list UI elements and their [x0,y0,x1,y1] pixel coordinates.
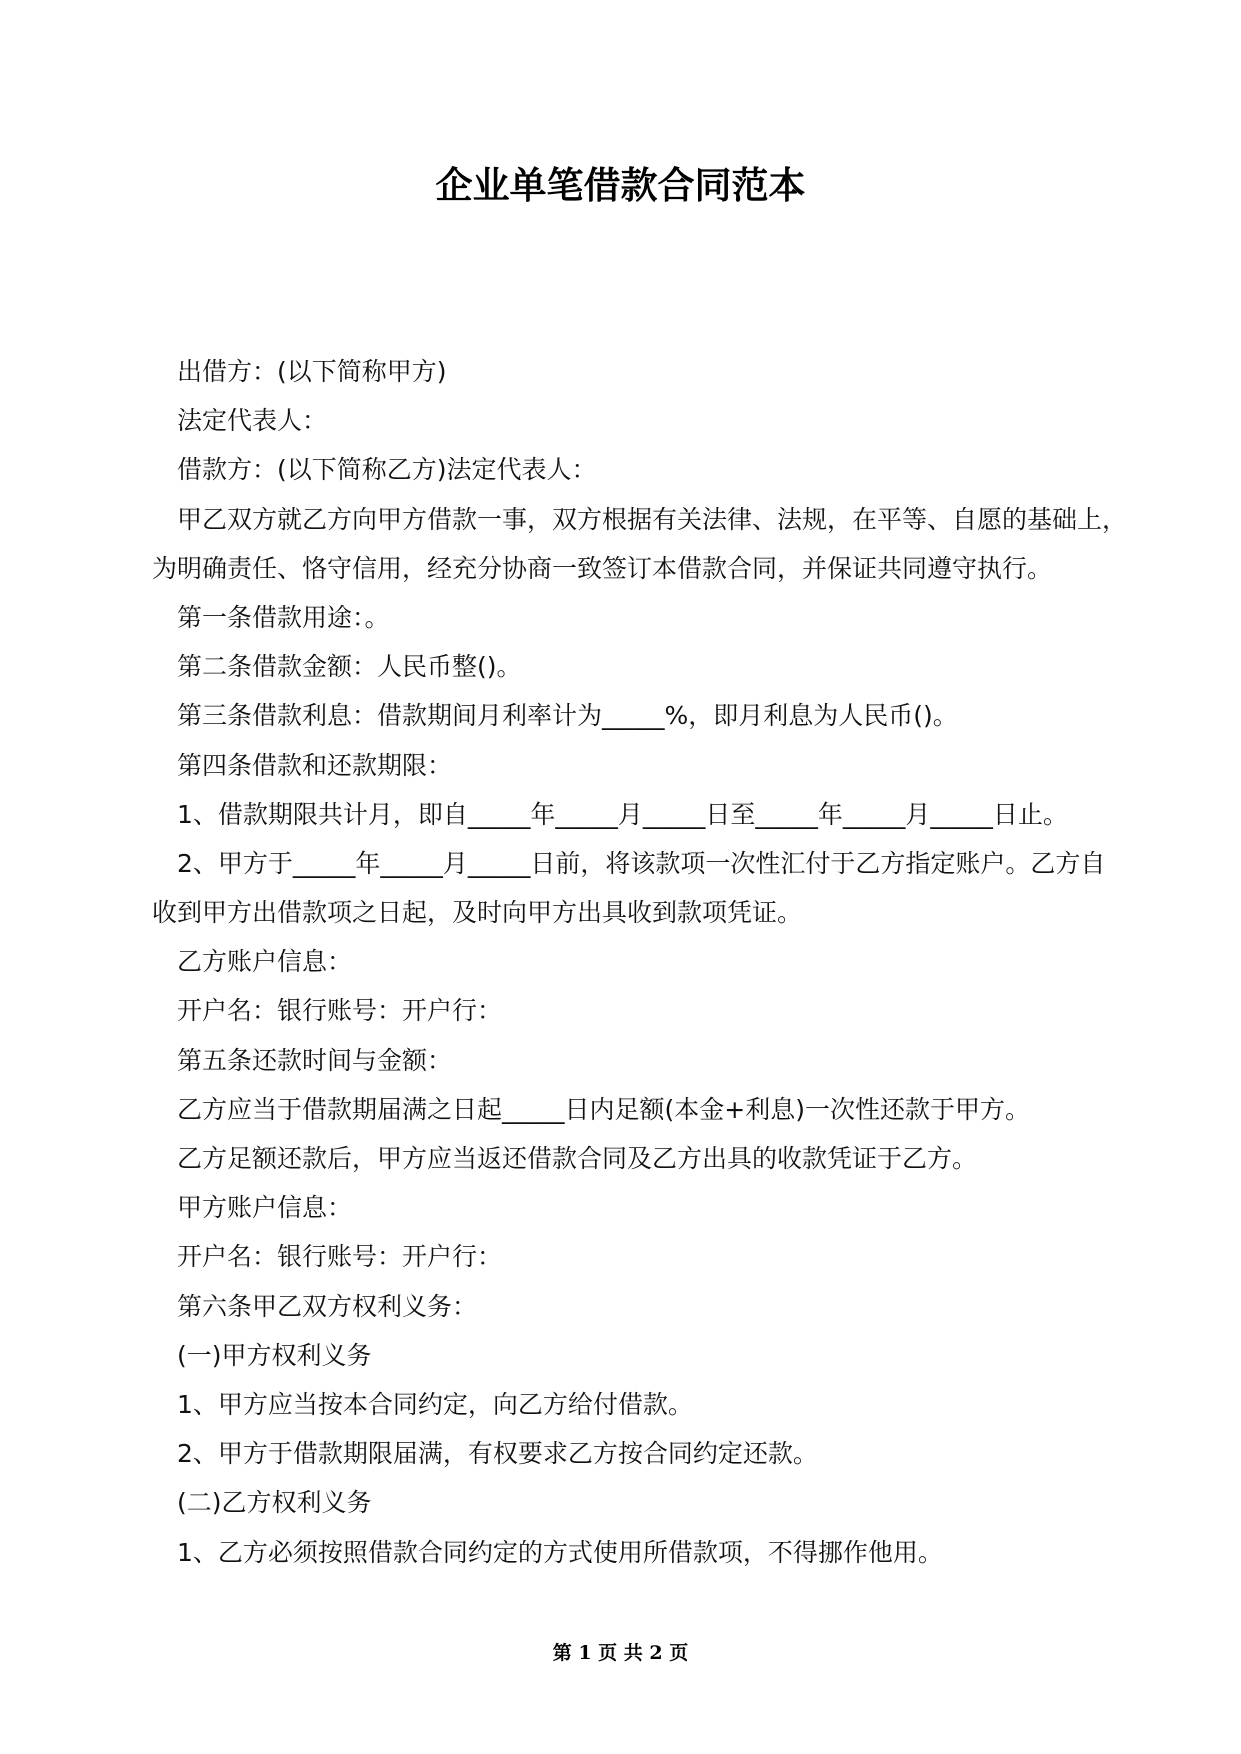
paragraph-line: 出借方：(以下简称甲方) [177,357,447,386]
paragraph-line: 第四条借款和还款期限： [177,750,453,780]
page-indicator: 第 1 页 共 2 页 [552,1642,689,1664]
contract-paragraph [152,347,1100,396]
contract-paragraph [152,642,1100,691]
document-title: 企业单笔借款合同范本 [435,164,806,207]
contract-paragraph [152,1380,1100,1429]
contract-paragraph [152,937,1100,986]
contract-paragraph [152,1331,1100,1380]
paragraph-line: 开户名：银行账号：开户行： [177,996,503,1026]
contract-paragraph [152,1036,1100,1085]
paragraph-line: 乙方足额还款后，甲方应当返还借款合同及乙方出具的收款凭证于乙方。 [177,1144,978,1173]
contract-paragraph [152,1478,1100,1527]
paragraph-line: 2、甲方于借款期限届满，有权要求乙方按合同约定还款。 [177,1439,818,1469]
contract-body [152,347,1128,1577]
contract-paragraph [152,986,1100,1035]
contract-paragraph [152,1085,1100,1134]
paragraph-line: 1、借款期限共计月，即自_____年_____月_____日至_____年_____月_____日止。 [177,799,1068,829]
contract-paragraph [152,839,1106,937]
contract-paragraph [152,790,1100,839]
paragraph-line: 甲方账户信息： [177,1193,353,1223]
contract-paragraph [152,741,1100,790]
paragraph-line: 第一条借款用途：。 [177,602,390,632]
paragraph-line: 乙方账户信息： [177,947,353,977]
contract-paragraph [152,1429,1100,1478]
paragraph-line: 第五条还款时间与金额： [177,1045,453,1075]
paragraph-line: (二)乙方权利义务 [177,1488,372,1518]
contract-paragraph [152,1134,1100,1183]
contract-paragraph [152,1528,1100,1577]
contract-paragraph [152,445,1100,494]
contract-paragraph [152,495,1128,593]
page-footer [0,1640,1241,1666]
paragraph-line: 乙方应当于借款期届满之日起_____日内足额(本金+利息)一次性还款于甲方。 [177,1094,1030,1124]
paragraph-line: 开户名：银行账号：开户行： [177,1242,503,1272]
paragraph-line: 2、甲方于_____年_____月_____日前，将该款项一次性汇付于乙方指定账户。乙方自 [177,848,1106,878]
paragraph-line: 第六条甲乙双方权利义务： [177,1291,478,1321]
paragraph-line: 借款方：(以下简称乙方)法定代表人： [177,455,597,485]
paragraph-line: 为明确责任、恪守信用，经充分协商一致签订本借款合同，并保证共同遵守执行。 [152,553,1053,583]
paragraph-line: 法定代表人： [177,406,328,436]
paragraph-line: 第三条借款利息：借款期间月利率计为_____%，即月利息为人民币()。 [177,701,958,731]
contract-paragraph [152,691,1100,740]
contract-paragraph [152,1183,1100,1232]
paragraph-line: 第二条借款金额：人民币整()。 [177,652,522,682]
contract-paragraph [152,1232,1100,1281]
contract-paragraph [152,396,1100,445]
paragraph-line: 甲乙双方就乙方向甲方借款一事，双方根据有关法律、法规，在平等、自愿的基础上， [177,504,1128,534]
contract-paragraph [152,593,1100,642]
paragraph-line: 1、甲方应当按本合同约定，向乙方给付借款。 [177,1389,693,1419]
paragraph-line: (一)甲方权利义务 [177,1340,372,1370]
paragraph-line: 1、乙方必须按照借款合同约定的方式使用所借款项，不得挪作他用。 [177,1537,943,1567]
paragraph-line: 收到甲方出借款项之日起，及时向甲方出具收到款项凭证。 [152,898,803,928]
contract-paragraph [152,1282,1100,1331]
